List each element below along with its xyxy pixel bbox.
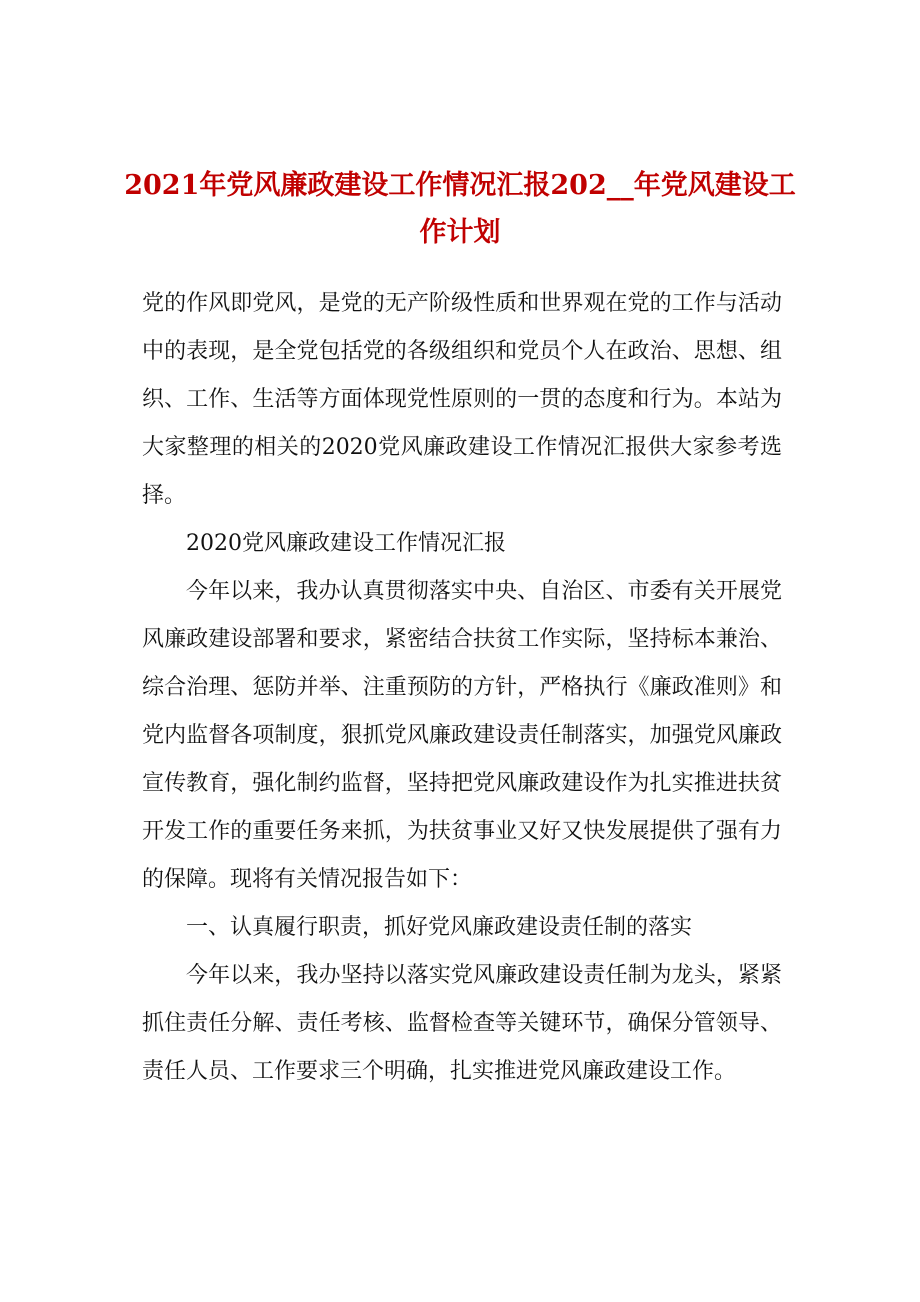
report-paragraph-2: 今年以来，我办坚持以落实党风廉政建设责任制为龙头，紧紧抓住责任分解、责任考核、监督检查等关键环节，确保分管领导、责任人员、工作要求三个明确，扎实推进党风廉政建设工作。 bbox=[142, 963, 782, 1084]
document-body bbox=[142, 280, 782, 1096]
document-title: 2021年党风廉政建设工作情况汇报202__年党风建设工作计划 bbox=[124, 170, 796, 248]
report-paragraph-1: 今年以来，我办认真贯彻落实中央、自治区、市委有关开展党风廉政建设部署和要求，紧密结合扶贫工作实际，坚持标本兼治、综合治理、惩防并举、注重预防的方针，严格执行《廉政准则》和党内监督各项制度，狠抓党风廉政建设责任制落实，加强党风廉政宣传教育，强化制约监督，坚持把党风廉政建设作为扎实推进扶贫开发工作的重要任务来抓，为扶贫事业又好又快发展提供了强有力的保障。现将有关情况报告如下： bbox=[142, 579, 782, 892]
section-heading-1: 一、认真履行职责，抓好党风廉政建设责任制的落实 bbox=[186, 915, 693, 940]
section-heading-report: 2020党风廉政建设工作情况汇报 bbox=[186, 531, 506, 556]
intro-paragraph: 党的作风即党风，是党的无产阶级性质和世界观在党的工作与活动中的表现，是全党包括党的各级组织和党员个人在政治、思想、组织、工作、生活等方面体现党性原则的一贯的态度和行为。本站为大家整理的相关的2020党风廉政建设工作情况汇报供大家参考选择。 bbox=[142, 291, 782, 508]
